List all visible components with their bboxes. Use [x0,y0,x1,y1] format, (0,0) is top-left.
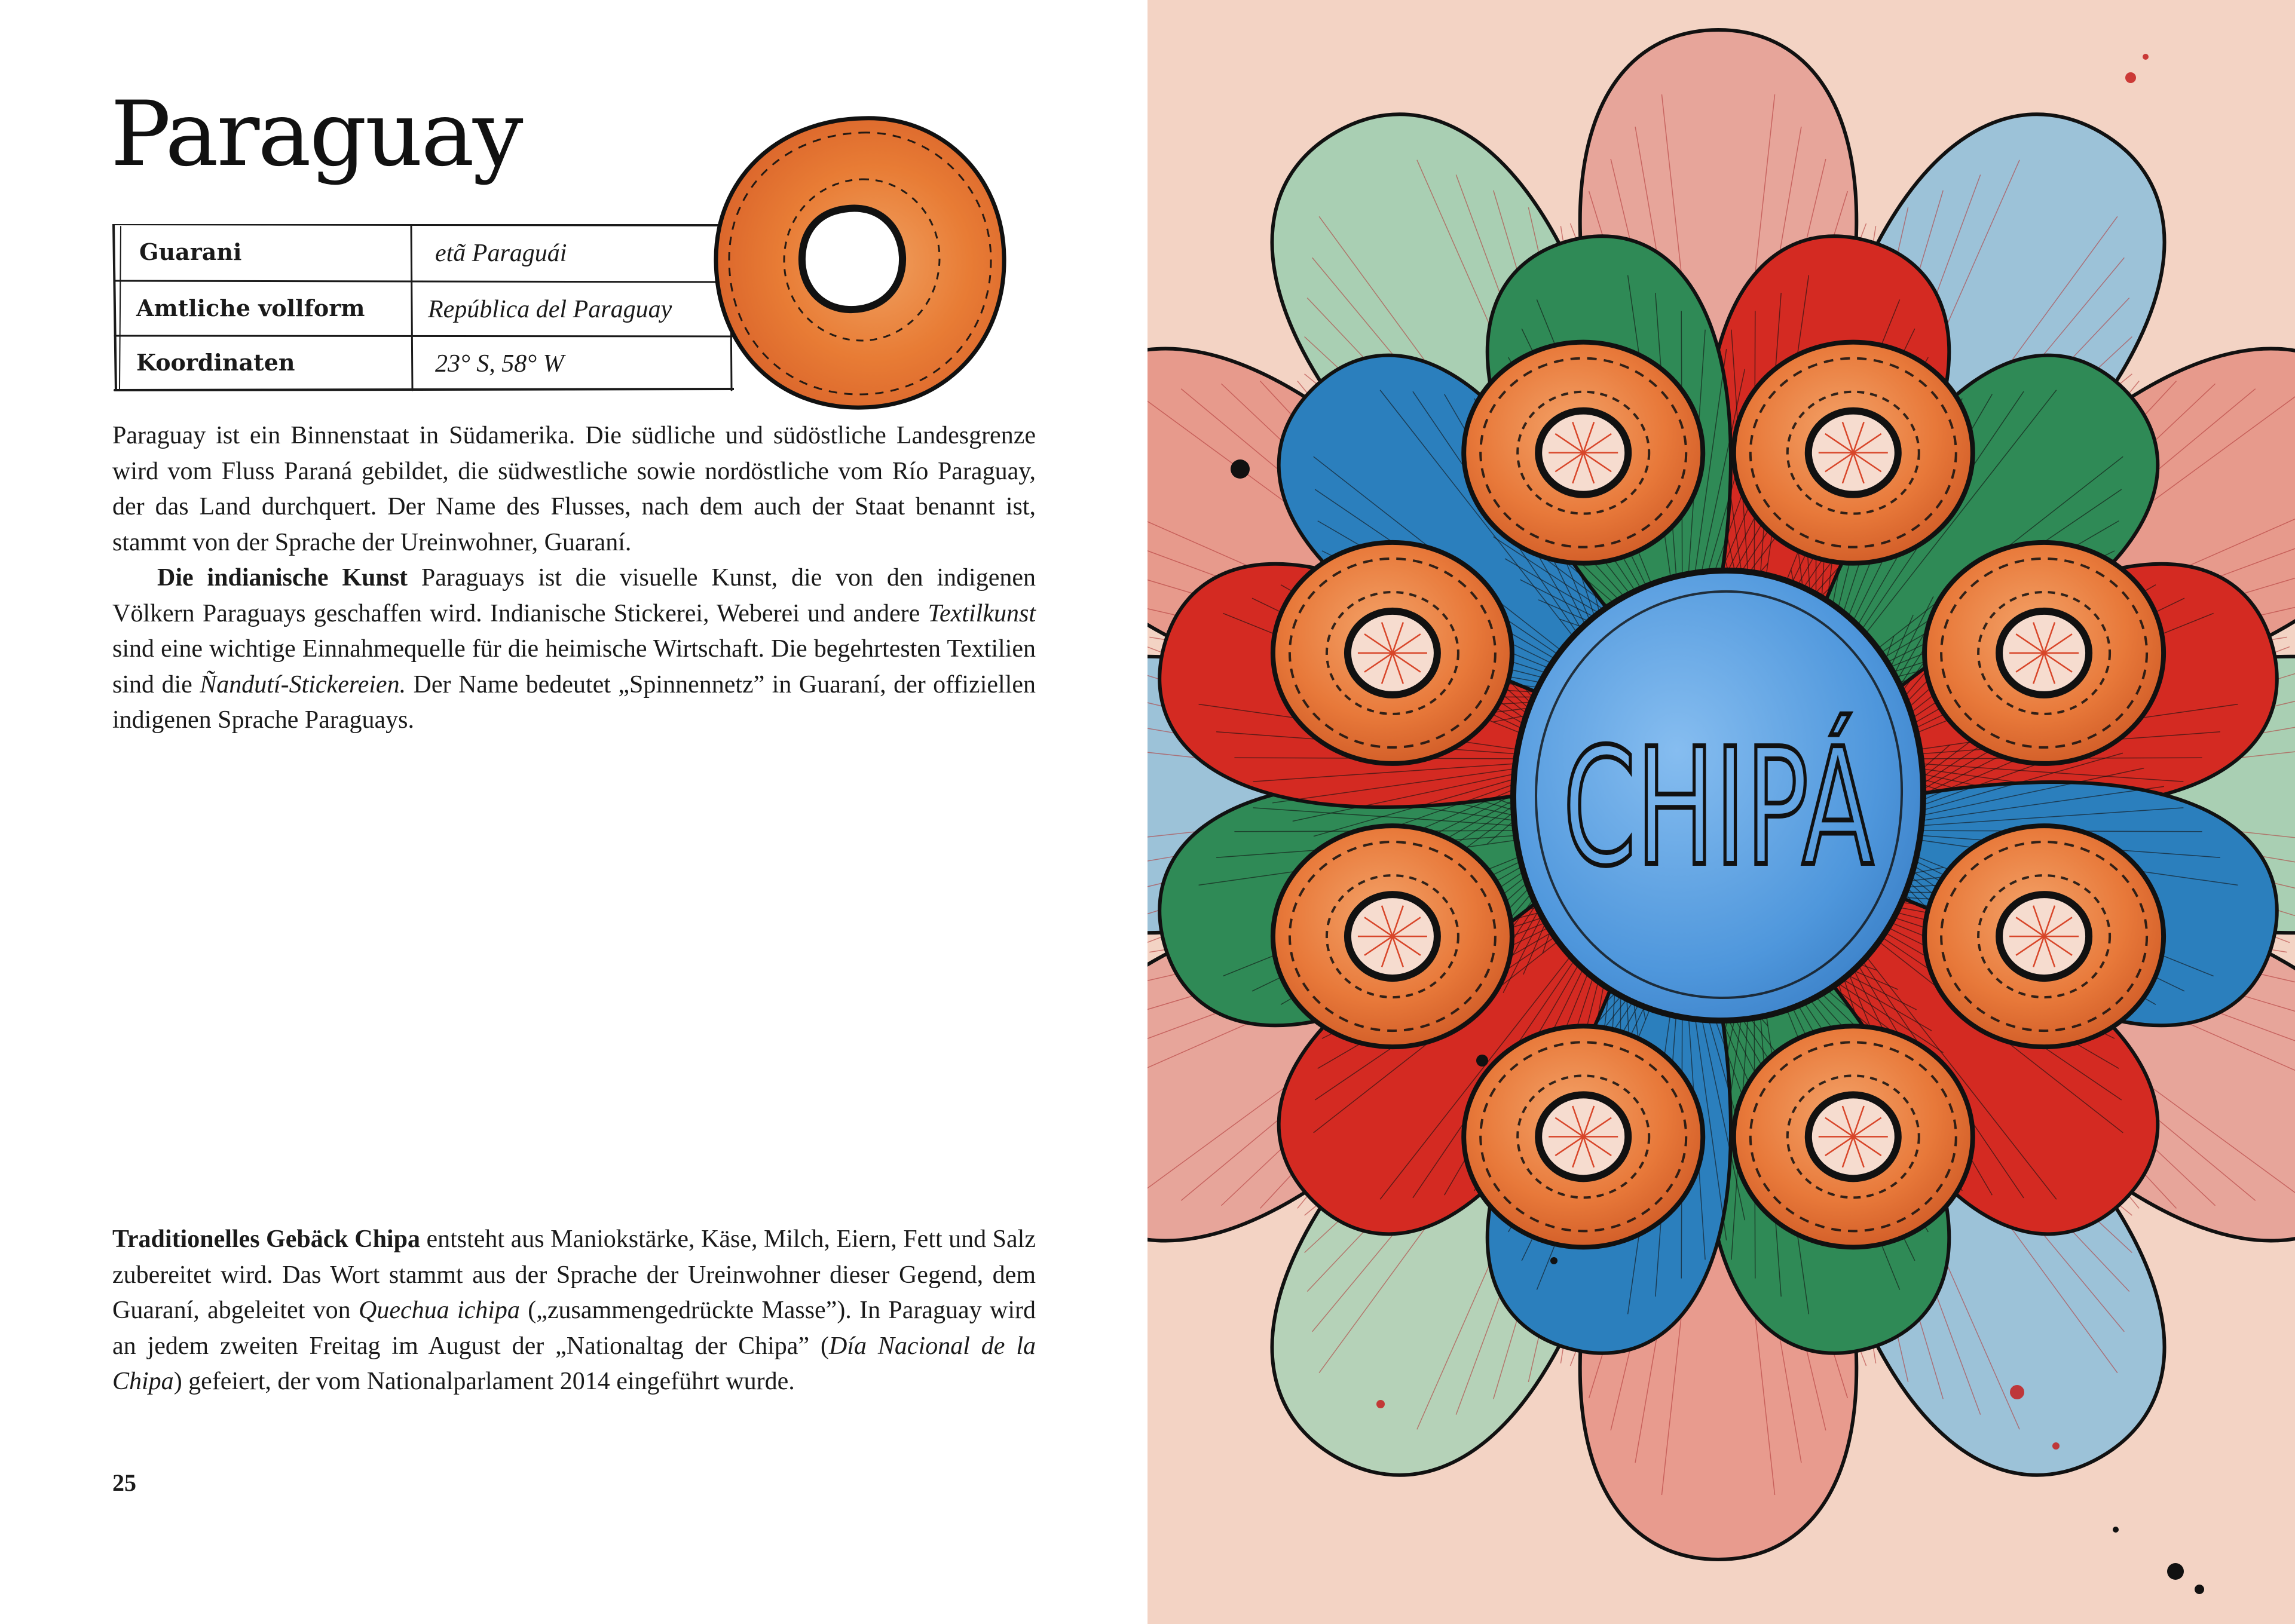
chipa-text-c: ) gefeiert, der vom Nationalparlament 2014 eingeführt wurde. [173,1368,795,1395]
center-disc [1513,571,2042,1021]
chipa-bun [1734,342,1973,563]
right-page-illustration [1148,0,2295,1624]
chipa-bread-drawing [705,108,1016,418]
chipa-text-a: entsteht aus Maniokstärke, Käse, Milch, Eiern, Fett und Salz zubereitet wird. Das Wort stammt aus der Sprache der Ureinwohner dieser Gegend, dem Guaraní, abgeleitet von [112,1225,1036,1324]
chipa-text-b: („zusammengedrückte Masse”). In Paraguay wird an jedem zweiten Freitag im August der „Nationaltag der Chipa” ( [112,1297,1036,1360]
art-heading: Die indianische Kunst [157,564,408,592]
art-text-a: Paraguays ist die visuelle Kunst, die von den indigenen Völkern Paraguays geschaffen wird. Indianische Stickerei, Weberei und andere [112,564,1036,627]
chipa-bun [1464,1026,1703,1247]
chipa-bun [1924,826,2164,1047]
page-number: 25 [112,1469,136,1496]
chipa-bun [1273,826,1512,1047]
art-text-c: Der Name bedeutet „Spinnennetz” in Guaraní, der offiziellen indigenen Sprache Paraguays. [112,670,1036,734]
info-table [112,224,734,391]
chipa-flower-illustration [1148,0,2295,1624]
page-title: Paraguay [111,82,522,186]
chipa-bun [1464,342,1703,563]
chipa-heading: Traditionelles Gebäck Chipa [112,1225,420,1253]
row-coordinates-value: 23° S, 58° W [435,350,564,378]
intro-paragraph-1: Paraguay ist ein Binnenstaat in Südamerika. Die südliche und südöstliche Landesgrenze wird vom Fluss Paraná gebildet, die südwestliche sowie nordöstliche vom Río Paraguay, der das Land durchquert. Der Name des Flusses, nach dem auch der Staat benannt ist, stammt von der Sprache der Ureinwohner, Guaraní. [112,422,1036,556]
art-term-nanduti: Ñandutí-Stickereien. [200,670,406,698]
chipa-text [112,1222,1036,1400]
chipa-paragraph [112,1222,1036,1400]
row-guarani-label: Guarani [139,238,242,265]
row-official-name-value: República del Paraguay [428,296,672,323]
intro-text [112,418,1036,739]
row-official-name-label: Amtliche vollform [136,295,365,321]
row-coordinates-label: Koordinaten [136,349,295,376]
row-guarani-value: etã Paraguái [435,240,567,267]
intro-paragraph-2 [112,560,1036,739]
chipa-bun [1273,543,1512,764]
chipa-term-dia-nacional: Día Nacional de la Chipa [112,1332,1036,1395]
chipa-lettering: CHIPÁ [1563,713,2042,902]
chipa-bun [1734,1026,1973,1247]
chipa-term-quechua: Quechua ichipa [358,1297,520,1324]
art-term-textile: Textilkunst [928,599,1036,627]
art-text-b: sind eine wichtige Einnahmequelle für die heimische Wirtschaft. Die begehrtesten Textilien sind die [112,635,1036,698]
chipa-bun [1924,543,2164,764]
